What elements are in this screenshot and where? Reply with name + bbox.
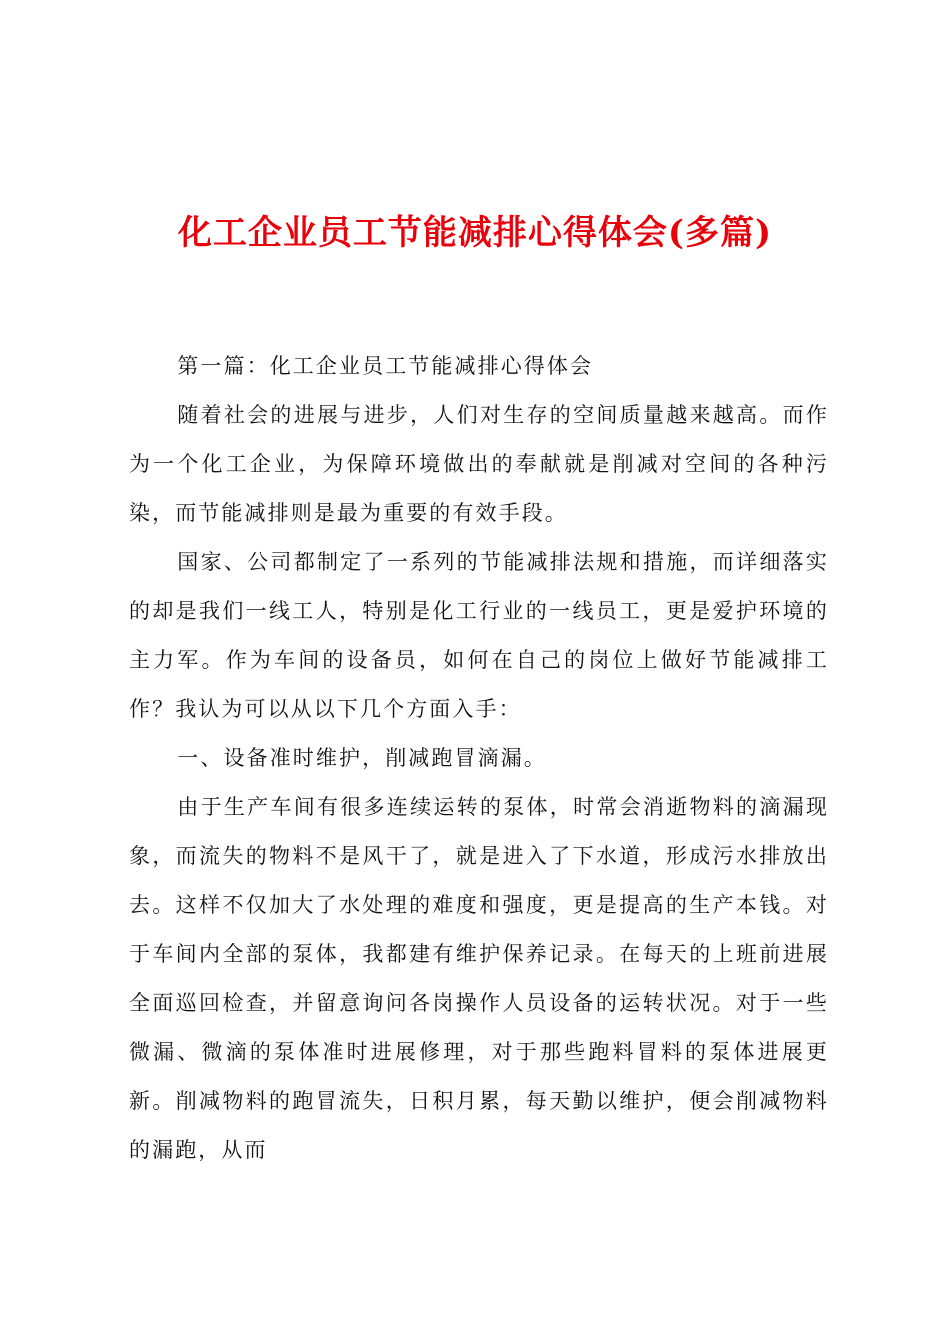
paragraph: 国家、公司都制定了一系列的节能减排法规和措施，而详细落实的却是我们一线工人，特别是化工行业的一线员工，更是爱护环境的主力军。作为车间的设备员，如何在自己的岗位上做好节能减排工作？我认为可以从以下几个方面入手： [129,550,829,721]
paragraph: 随着社会的进展与进步，人们对生存的空间质量越来越高。而作为一个化工企业，为保障环境做出的奉献就是削减对空间的各种污染，而节能减排则是最为重要的有效手段。 [129,403,829,525]
document-title: 化工企业员工节能减排心得体会(多篇) [177,213,773,253]
paragraph: 由于生产车间有很多连续运转的泵体，时常会消逝物料的滴漏现象，而流失的物料不是风干了，就是进入了下水道，形成污水排放出去。这样不仅加大了水处理的难度和强度，更是提高的生产本钱。对于车间内全部的泵体，我都建有维护保养记录。在每天的上班前进展全面巡回检查，并留意询问各岗操作人员设备的运转状况。对于一些微漏、微滴的泵体准时进展修理，对于那些跑料冒料的泵体进展更新。削减物料的跑冒流失，日积月累，每天勤以维护，便会削减物料的漏跑，从而 [129,795,829,1162]
subsection-heading: 一、设备准时维护，削减跑冒滴漏。 [177,746,547,770]
section-heading: 第一篇：化工企业员工节能减排心得体会 [177,354,594,378]
document-body [129,342,829,1175]
